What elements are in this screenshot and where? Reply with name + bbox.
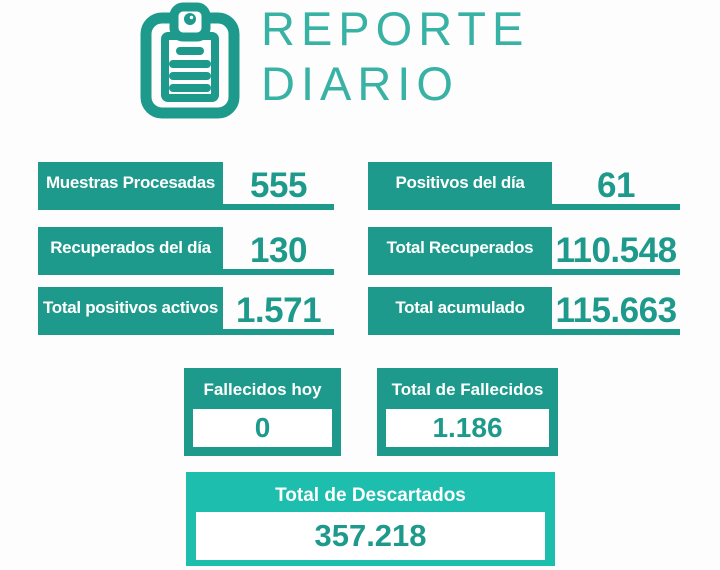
box-value: 0 [193, 409, 332, 447]
box-value: 357.218 [196, 512, 545, 560]
stat-label: Positivos del día [368, 162, 552, 204]
box-total-descartados [186, 472, 555, 566]
stat-value: 110.548 [555, 231, 677, 270]
stat-total-recuperados [368, 227, 680, 275]
stat-label: Muestras Procesadas [38, 162, 223, 204]
box-label: Total de Fallecidos [391, 380, 544, 399]
box-total-fallecidos [377, 368, 558, 456]
stat-value: 1.571 [235, 291, 322, 330]
stat-value: 555 [250, 166, 307, 205]
stat-value: 61 [597, 166, 635, 205]
box-label: Fallecidos hoy [203, 380, 322, 399]
stat-muestras-procesadas [38, 162, 334, 210]
box-value: 1.186 [386, 409, 549, 447]
stat-label: Total Recuperados [368, 227, 552, 269]
clipboard-icon [138, 2, 242, 120]
box-fallecidos-hoy [184, 368, 341, 456]
page-title-line1: REPORTE [261, 2, 530, 55]
page-title-line2: DIARIO [261, 57, 459, 110]
box-label: Total de Descartados [275, 485, 466, 506]
stat-value: 115.663 [555, 291, 677, 330]
page-title [261, 1, 529, 111]
stat-label: Total positivos activos [38, 287, 223, 329]
stat-label: Total acumulado [368, 287, 552, 329]
stat-value: 130 [250, 231, 307, 270]
stat-total-positivos-activos [38, 287, 334, 335]
stat-positivos-del-dia [368, 162, 680, 210]
stat-recuperados-del-dia [38, 227, 334, 275]
stat-total-acumulado [368, 287, 680, 335]
stat-label: Recuperados del día [38, 227, 223, 269]
